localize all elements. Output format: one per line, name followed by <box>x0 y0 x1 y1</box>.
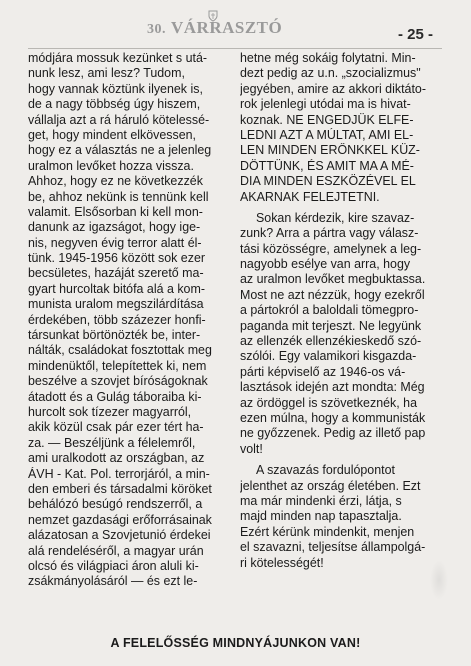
article-line: jegyében, amire az akkori diktáto- <box>240 81 426 96</box>
article-line: lasztások idején azt mondta: Még <box>240 380 425 395</box>
article-line: ne győzzenek. Pedig az illető pap <box>240 426 426 441</box>
article-line: olcsó és világpiaci áron aluli ki- <box>28 558 199 573</box>
article-line: ri kötelességét! <box>240 555 324 570</box>
article-line: de a nagy többség úgy hiszem, <box>28 97 201 112</box>
article-line: érdekében, több százezer honfi- <box>28 312 206 327</box>
article-line: hetne még sokáig folytatni. Min- <box>240 51 416 65</box>
article-line: az ellenzék ellenzékieskedő szó- <box>240 334 422 349</box>
article-line: nemzet gazdasági erőforrásainak <box>28 512 212 527</box>
article-line: hogy ez a választás ne a jelenleg <box>28 143 212 158</box>
article-line: zsákmányolásáról — és ezt le- <box>28 574 198 589</box>
article-line: DIA MINDEN ESZKÖZÉVEL EL <box>240 174 416 189</box>
issue-number: 30. <box>147 22 166 37</box>
article-line: átadott és a Gulág táboraiba ki- <box>28 389 202 404</box>
article-line: tünk. 1945-1956 között sok ezer <box>28 251 205 266</box>
article-line: volt! <box>240 441 263 456</box>
article-line: behálózó besúgó rendszerről, a <box>28 497 203 512</box>
article-line: az uralmon levőket megbuktassa. <box>240 272 426 287</box>
article-line: LEDNI AZT A MÚLTAT, AMI EL- <box>240 127 414 142</box>
article-line: LEN MINDEN ERŐNKKEL KÜZ- <box>240 143 420 158</box>
closing-headline: A FELELŐSSÉG MINDNYÁJUNKON VAN! <box>110 636 361 650</box>
article-line: koznak. NE ENGEDJÜK ELFE- <box>240 112 414 127</box>
article-line: az ördöggel is szövetkeznék, ha <box>240 395 417 410</box>
article-line: AKARNAK FELEJTETNI. <box>240 189 380 204</box>
article-line: Sokan kérdezik, kire szavaz- <box>256 210 415 225</box>
article-line: vállalja azt a rá háruló kötelessé- <box>28 112 210 127</box>
article-line: Most ne azt nézzük, hogy ezekről <box>240 287 425 302</box>
article-line: uralmon levőket hozza vissza. <box>28 158 194 173</box>
article-line: tási közösségre, amelynek a leg- <box>240 241 422 256</box>
article-line: szólói. Egy valamikori kisgazda- <box>240 349 417 364</box>
article-line: nis, negyven évig terror alatt él- <box>28 235 202 250</box>
article-left-column <box>28 51 233 590</box>
article-line: valamit. Elsősorban ki kell mon- <box>28 204 203 219</box>
article-line: hurcolt sok tízezer magyarról, <box>28 404 192 419</box>
masthead-title: VÁRRASZTÓ <box>171 18 283 37</box>
article-line: den emberi és társadalmi köröket <box>28 481 212 496</box>
article-line: ma már mindenki érzi, látja, s <box>240 493 402 508</box>
article-line: munista uralom megszilárdítása <box>28 297 204 312</box>
header-divider <box>28 48 442 49</box>
article-line: beszélve a szovjet bíróságoknak <box>28 374 208 389</box>
article-line: akik közül csak pár ezer tért ha- <box>28 420 204 435</box>
article-line: zunk? Arra a pártra vagy válasz- <box>240 226 419 241</box>
article-line: Ezért kérünk mindenkit, menjen <box>240 524 415 539</box>
article-line: paganda mit terjeszt. Ne legyünk <box>240 318 422 333</box>
article-line: A szavazás fordulópontot <box>256 463 395 478</box>
article-line: ami uralkodott az országban, az <box>28 451 205 466</box>
article-line: becsületes, hazáját szerető ma- <box>28 266 204 281</box>
article-line: majd minden nap tapasztalja. <box>240 509 402 524</box>
article-line: jelenthet az ország életében. Ezt <box>240 478 421 493</box>
article-line: mindenüktől, telepítettek ki, nem <box>28 358 207 373</box>
article-line: nálták, családokat fosztottak meg <box>28 343 212 358</box>
article-line: za. — Beszéljünk a félelemről, <box>28 435 196 450</box>
article-line: ezen múlna, hogy a kommunisták <box>240 410 426 425</box>
article-line: párti képviselő az 1946-os vá- <box>240 364 406 379</box>
article-line: ÁVH - Kat. Pol. terrorjáról, a min- <box>28 466 210 481</box>
article-line: a pártokról a baloldali tömegpro- <box>240 303 419 318</box>
article-line: módjára mossuk kezünket s utá- <box>28 51 208 65</box>
scan-smudge <box>430 560 448 600</box>
article-line: get, hogy mindent elkövessen, <box>28 127 197 142</box>
article-line: alázatosan a Szovjetunió érdekei <box>28 528 211 543</box>
article-line: el szavazni, teljesítse állampolgá- <box>240 540 426 555</box>
article-line: rok jelenlegi utódai ma is hivat- <box>240 97 411 112</box>
page-number: - 25 - <box>397 26 433 43</box>
article-line: gyart hurcoltak bitófa alá a kom- <box>28 281 205 296</box>
article-line: nunk lesz, ami lesz? Tudom, <box>28 66 185 81</box>
article-line: DÖTTÜNK, ÉS AMIT MA A MÉ- <box>240 158 414 173</box>
article-line: danunk az igazságot, hogy ige- <box>28 220 201 235</box>
article-line: Ahhoz, hogy ez ne következzék <box>28 174 203 189</box>
article-line: dezt pedig az u.n. „szocializmus" <box>240 66 421 81</box>
article-line: nagyobb esélye van arra, hogy <box>240 257 411 272</box>
page-header <box>0 10 471 44</box>
article-line: be, ahhoz nekünk is tennünk kell <box>28 189 209 204</box>
article-line: alá rendeléséről, a magyar urán <box>28 543 204 558</box>
article-line: hogy vannak köztünk ilyenek is, <box>28 81 203 96</box>
article-right-column <box>240 51 445 571</box>
article-line: társunkat börtönözték be, inter- <box>28 328 201 343</box>
